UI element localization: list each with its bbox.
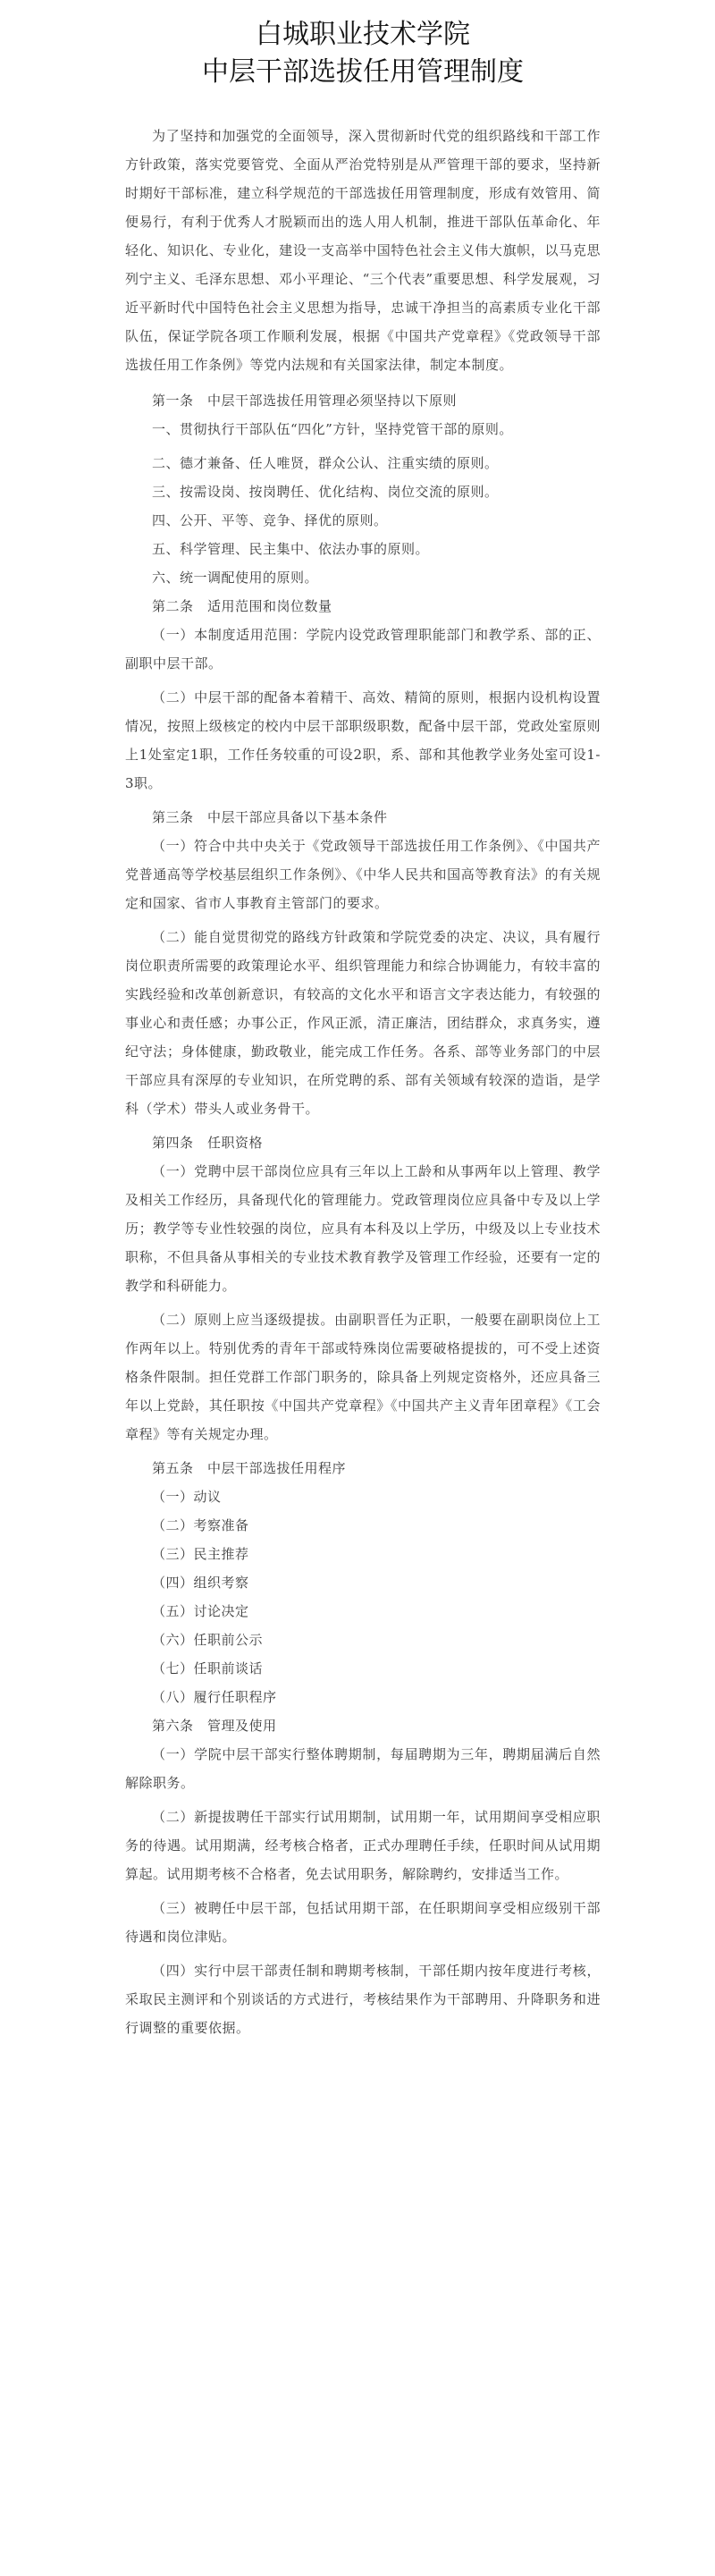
- article-6-heading: 第六条 管理及使用: [152, 1718, 277, 1734]
- procedure-step: （一）动议: [152, 1489, 222, 1505]
- article-3-heading: 第三条 中层干部应具备以下基本条件: [152, 809, 388, 825]
- clause-paragraph: （一）本制度适用范围：学院内设党政管理职能部门和教学系、部的正、副职中层干部。: [125, 627, 601, 671]
- principle-item: 一、贯彻执行干部队伍“四化”方针，坚持党管干部的原则。: [152, 421, 513, 437]
- clause-paragraph: （一）党聘中层干部岗位应具有三年以上工龄和从事两年以上管理、教学及相关工作经历，具备现代化的管理能力。党政管理岗位应具备中专及以上学历；教学等专业性较强的岗位，应具有本科及以上学历，中级及以上专业技术职称，不但具备从事相关的专业技术教育教学及管理工作经验，还要有一定的教学和科研能力。: [125, 1163, 601, 1294]
- clause-paragraph: （二）中层干部的配备本着精干、高效、精简的原则，根据内设机构设置情况，按照上级核定的校内中层干部职级职数，配备中层干部，党政处室原则上1处室定1职，工作任务较重的可设2职，系、部和其他教学业务处室可设1-3职。: [125, 689, 601, 791]
- principle-item: 三、按需设岗、按岗聘任、优化结构、岗位交流的原则。: [152, 484, 499, 500]
- document-title: [125, 16, 601, 91]
- article-2-heading: 第二条 适用范围和岗位数量: [152, 598, 332, 614]
- clause-paragraph: （三）被聘任中层干部，包括试用期干部，在任职期间享受相应级别干部待遇和岗位津贴。: [125, 1900, 601, 1945]
- principle-item: 二、德才兼备、任人唯贤，群众公认、注重实绩的原则。: [152, 455, 499, 471]
- regulation-title: 中层干部选拔任用管理制度: [202, 57, 524, 87]
- college-name: 白城职业技术学院: [256, 20, 470, 49]
- procedure-step: （二）考察准备: [152, 1517, 249, 1533]
- principle-item: 六、统一调配使用的原则。: [152, 570, 319, 586]
- clause-paragraph: （一）学院中层干部实行整体聘期制，每届聘期为三年，聘期届满后自然解除职务。: [125, 1746, 601, 1791]
- procedure-step: （七）任职前谈话: [152, 1660, 264, 1677]
- procedure-step: （三）民主推荐: [152, 1546, 249, 1562]
- preamble-paragraph: 为了坚持和加强党的全面领导，深入贯彻新时代党的组织路线和干部工作方针政策，落实党要管党、全面从严治党特别是从严管理干部的要求，坚持新时期好干部标准，建立科学规范的干部选拔任用管理制度，形成有效管用、简便易行，有利于优秀人才脱颖而出的选人用人机制，推进干部队伍革命化、年轻化、知识化、专业化，建设一支高举中国特色社会主义伟大旗帜，以马克思列宁主义、毛泽东思想、邓小平理论、“三个代表”重要思想、科学发展观，习近平新时代中国特色社会主义思想为指导，忠诚干净担当的高素质专业化干部队伍，保证学院各项工作顺利发展，根据《中国共产党章程》《党政领导干部选拔任用工作条例》等党内法规和有关国家法律，制定本制度。: [125, 128, 601, 373]
- principle-item: 四、公开、平等、竞争、择优的原则。: [152, 512, 388, 528]
- article-1-heading: 第一条 中层干部选拔任用管理必须坚持以下原则: [152, 393, 458, 409]
- procedure-step: （八）履行任职程序: [152, 1689, 277, 1705]
- clause-paragraph: （一）符合中共中央关于《党政领导干部选拔任用工作条例》、《中国共产党普通高等学校基层组织工作条例》、《中华人民共和国高等教育法》的有关规定和国家、省市人事教育主管部门的要求。: [125, 838, 601, 911]
- clause-paragraph: （二）原则上应当逐级提拔。由副职晋任为正职，一般要在副职岗位上工作两年以上。特别优秀的青年干部或特殊岗位需要破格提拔的，可不受上述资格条件限制。担任党群工作部门职务的，除具备上列规定资格外，还应具备三年以上党龄，其任职按《中国共产党章程》《中国共产主义青年团章程》《工会章程》等有关规定办理。: [125, 1312, 601, 1442]
- procedure-step: （六）任职前公示: [152, 1632, 264, 1648]
- principle-item: 五、科学管理、民主集中、依法办事的原则。: [152, 541, 430, 557]
- clause-paragraph: （二）能自觉贯彻党的路线方针政策和学院党委的决定、决议，具有履行岗位职责所需要的政策理论水平、组织管理能力和综合协调能力，有较丰富的实践经验和改革创新意识，有较高的文化水平和语言文字表达能力，有较强的事业心和责任感；办事公正，作风正派，清正廉洁，团结群众，求真务实，遵纪守法；身体健康，勤政敬业，能完成工作任务。各系、部等业务部门的中层干部应具有深厚的专业知识，在所党聘的系、部有关领域有较深的造诣，是学科（学术）带头人或业务骨干。: [125, 929, 601, 1117]
- article-5-heading: 第五条 中层干部选拔任用程序: [152, 1460, 347, 1476]
- article-4-heading: 第四条 任职资格: [152, 1135, 264, 1151]
- procedure-step: （四）组织考察: [152, 1575, 249, 1591]
- procedure-step: （五）讨论决定: [152, 1603, 249, 1619]
- clause-paragraph: （二）新提拔聘任干部实行试用期制，试用期一年，试用期间享受相应职务的待遇。试用期满，经考核合格者，正式办理聘任手续，任职时间从试用期算起。试用期考核不合格者，免去试用职务，解除聘约，安排适当工作。: [125, 1809, 601, 1882]
- clause-paragraph: （四）实行中层干部责任制和聘期考核制，干部任期内按年度进行考核，采取民主测评和个别谈话的方式进行，考核结果作为干部聘用、升降职务和进行调整的重要依据。: [125, 1963, 601, 2036]
